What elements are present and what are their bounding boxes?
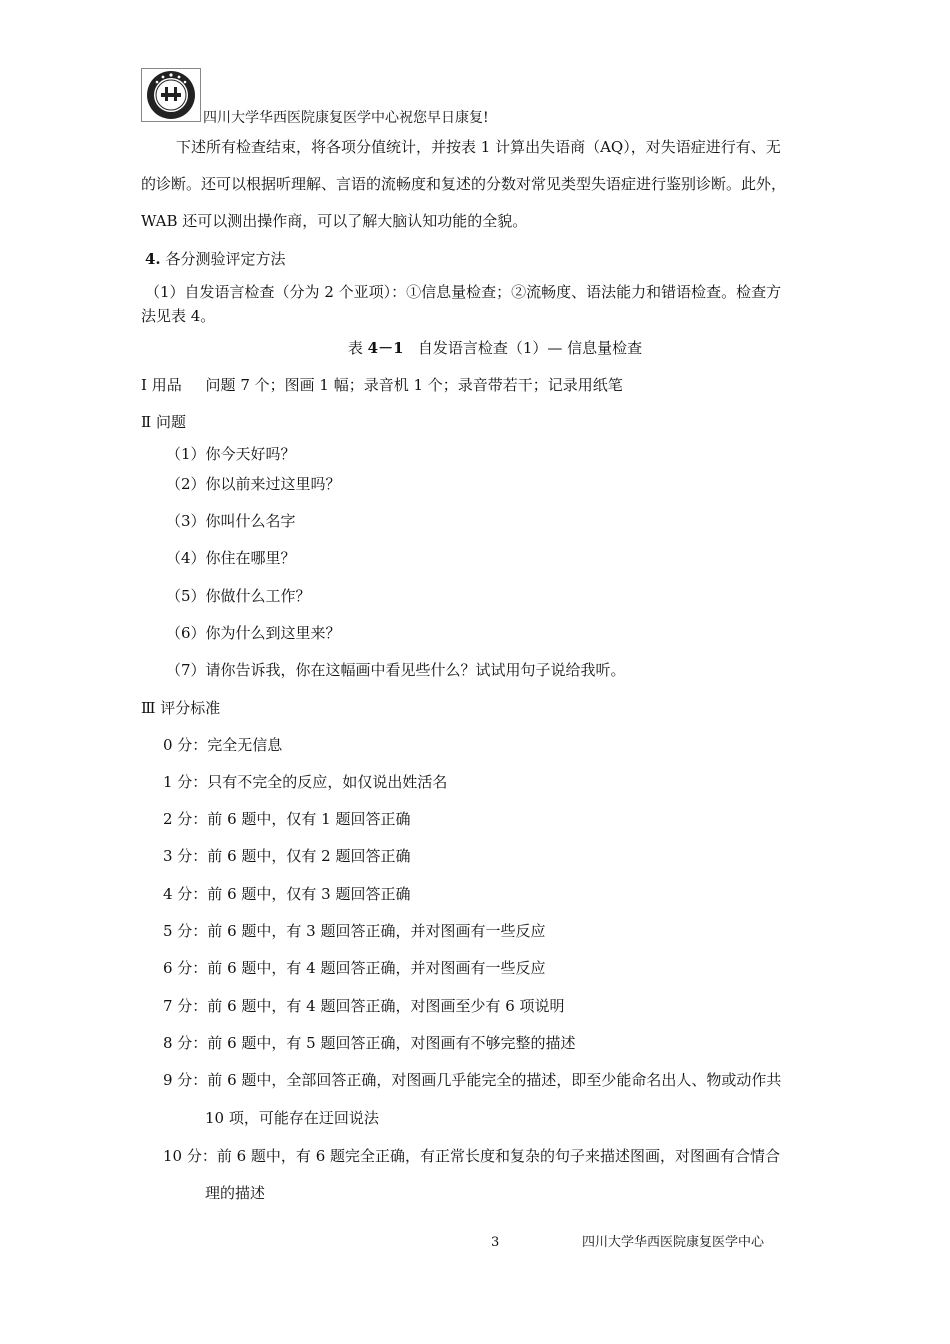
criteria-item: 5 分：前 6 题中，有 3 题回答正确，并对图画有一些反应: [163, 922, 546, 940]
section-para-line-1: （1）自发语言检查（分为 2 个亚项）：①信息量检查；②流畅度、语法能力和错语检查。检查方: [145, 283, 782, 301]
criteria-item: 3 分：前 6 题中，仅有 2 题回答正确: [163, 847, 411, 865]
section-para-line-2: 法见表 4。: [141, 307, 216, 325]
criteria-item: 2 分：前 6 题中，仅有 1 题回答正确: [163, 810, 411, 828]
criteria-item-continuation: 10 项，可能存在迂回说法: [205, 1109, 379, 1127]
section-number: 4.: [145, 250, 161, 268]
question-item: （3）你叫什么名字: [166, 512, 296, 530]
section-heading: [145, 249, 285, 269]
question-item: （7）请你告诉我，你在这幅画中看见些什么？试试用句子说给我听。: [166, 661, 626, 679]
criteria-item: 1 分：只有不完全的反应，如仅说出姓活名: [163, 773, 448, 791]
header-slogan: 四川大学华西医院康复医学中心祝您早日康复!: [203, 110, 489, 126]
page-number: 3: [491, 1235, 500, 1250]
university-seal-logo: [141, 68, 201, 122]
section-title: 各分测验评定方法: [165, 250, 286, 268]
question-item: （5）你做什么工作？: [166, 587, 311, 605]
criteria-item: 0 分：完全无信息: [163, 736, 283, 754]
materials-row: [141, 375, 623, 395]
table-caption: 自发语言检查（1）— 信息量检查: [417, 339, 643, 357]
seal-icon: [142, 69, 200, 121]
criteria-item: 9 分：前 6 题中，全部回答正确，对图画几乎能完全的描述，即至少能命名出人、物或动作共: [163, 1071, 782, 1089]
materials-text: 问题 7 个；图画 1 幅；录音机 1 个；录音带若干；记录用纸笔: [205, 376, 623, 394]
materials-label: Ⅰ 用品: [141, 376, 182, 394]
criteria-item: 6 分：前 6 题中，有 4 题回答正确，并对图画有一些反应: [163, 959, 546, 977]
table-prefix: 表: [347, 339, 363, 357]
intro-line-3: WAB 还可以测出操作商，可以了解大脑认知功能的全貌。: [141, 212, 528, 230]
criteria-label: Ⅲ 评分标准: [141, 699, 221, 717]
question-item: （2）你以前来过这里吗？: [166, 475, 341, 493]
question-item: （6）你为什么到这里来？: [166, 624, 341, 642]
criteria-item: 8 分：前 6 题中，有 5 题回答正确，对图画有不够完整的描述: [163, 1034, 576, 1052]
criteria-item: 4 分：前 6 题中，仅有 3 题回答正确: [163, 885, 411, 903]
questions-label: Ⅱ 问题: [141, 413, 186, 431]
criteria-item: 7 分：前 6 题中，有 4 题回答正确，对图画至少有 6 项说明: [163, 997, 565, 1015]
intro-line-2: 的诊断。还可以根据听理解、言语的流畅度和复述的分数对常见类型失语症进行鉴别诊断。此外，: [141, 175, 787, 193]
question-item: （1）你今天好吗？: [166, 445, 296, 463]
criteria-item: 10 分：前 6 题中，有 6 题完全正确，有正常长度和复杂的句子来描述图画，对图画有合情合: [163, 1147, 781, 1165]
footer-org: 四川大学华西医院康复医学中心: [582, 1235, 765, 1250]
intro-line-1: 下述所有检查结束，将各项分值统计，并按表 1 计算出失语商（AQ），对失语症进行有、无: [176, 138, 781, 156]
table-number: 4－1: [367, 339, 404, 357]
table-title: [0, 338, 950, 358]
question-item: （4）你住在哪里？: [166, 549, 296, 567]
criteria-item-continuation: 理的描述: [205, 1184, 266, 1202]
